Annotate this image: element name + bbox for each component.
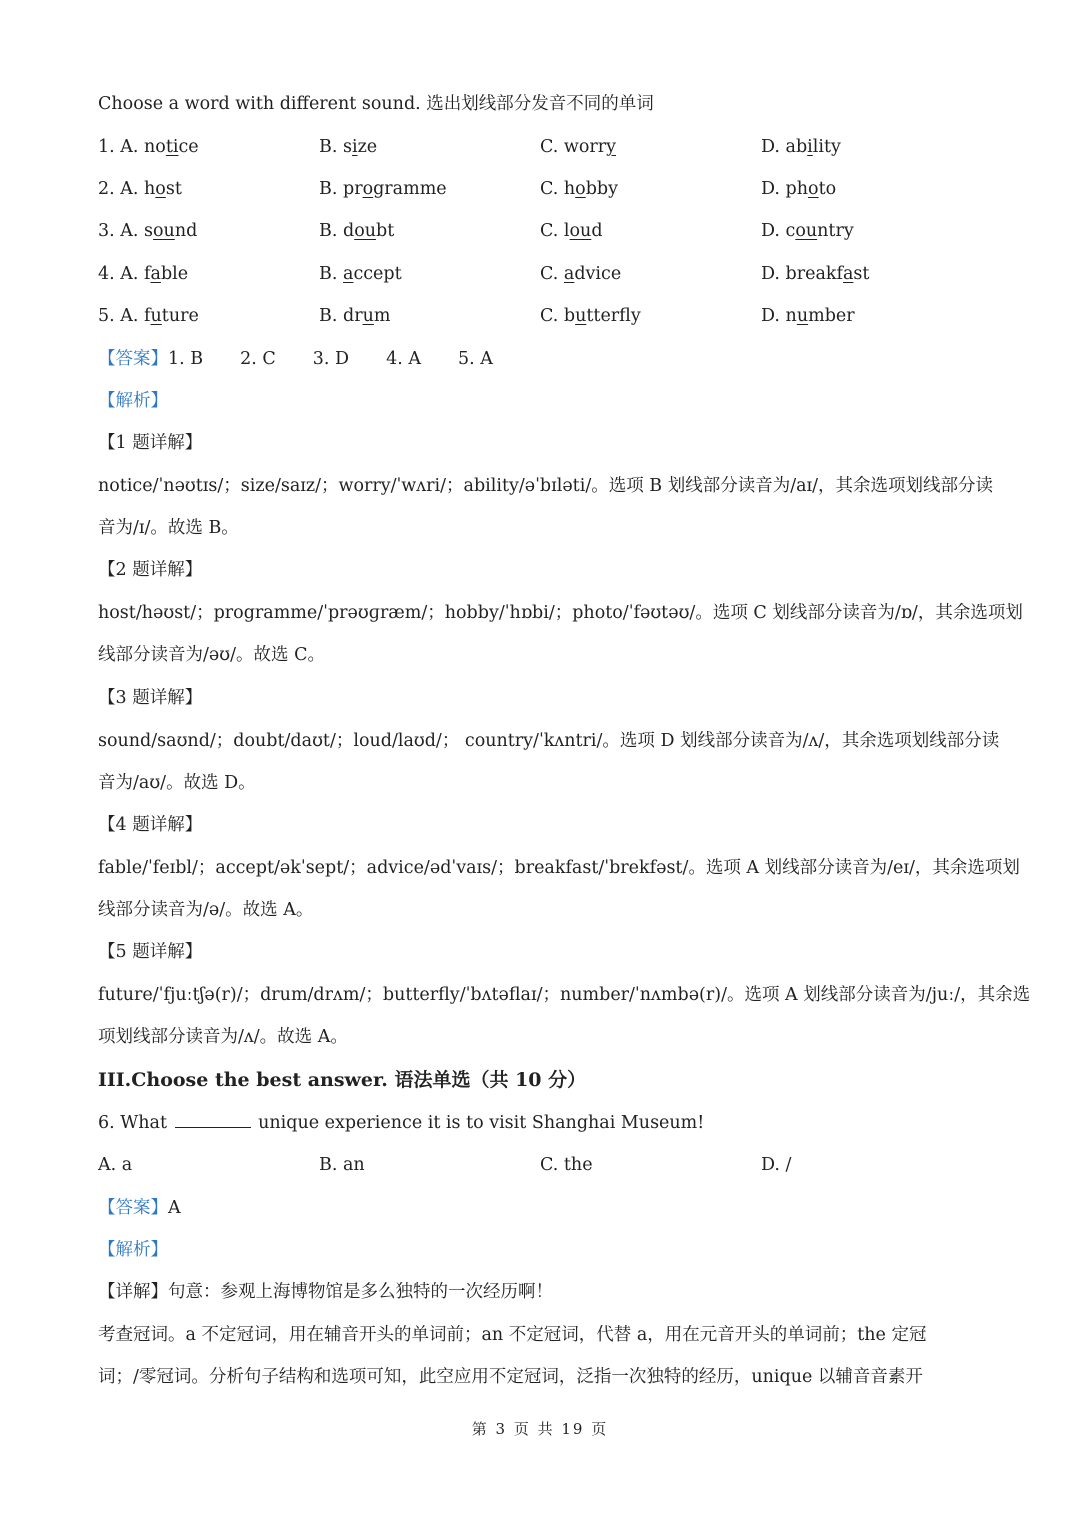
option-c: C. hobby [540, 179, 619, 199]
option-b: B. doubt [319, 221, 395, 241]
answer-label: 【答案】 [98, 1198, 168, 1218]
underlined-letters: i [351, 137, 358, 157]
answer-line [98, 1196, 181, 1220]
answer-item: 1. B [168, 349, 204, 369]
option-a: 1. A. notice [98, 137, 199, 157]
option-c: C. worry [540, 137, 617, 157]
option-d: D. country [761, 221, 854, 241]
stem-before: 6. What [98, 1113, 173, 1133]
detail-title: 【2 题详解】 [98, 560, 203, 580]
underlined-letters: u [575, 306, 587, 326]
section-heading: III.Choose the best answer. 语法单选（共 10 分） [98, 1069, 587, 1091]
detail-text: sound/saʊnd/；doubt/daʊt/；loud/laʊd/； country/ˈkʌntri/。选项 D 划线部分读音为/ʌ/，其余选项划线部分读 [98, 731, 1000, 751]
underlined-letters: o [808, 179, 819, 199]
detail-translation: 句意：参观上海博物馆是多么独特的一次经历啊！ [168, 1282, 553, 1302]
option-a: 2. A. host [98, 179, 182, 199]
detail-text: 音为/ɪ/。故选 B。 [98, 518, 239, 538]
question-row [98, 304, 998, 328]
answer-value: A [168, 1198, 181, 1218]
option-b: B. an [319, 1155, 365, 1175]
detail-text: fable/ˈfeɪbl/；accept/əkˈsept/；advice/ədˈvaɪs/；breakfast/ˈbrekfəst/。选项 A 划线部分读音为/eɪ/，其余选项划 [98, 858, 1020, 878]
underlined-letters: o [155, 179, 166, 199]
page-footer: 第 3 页 共 19 页 [471, 1420, 609, 1438]
detail-title: 【1 题详解】 [98, 433, 203, 453]
detail-text: 考查冠词。a 不定冠词，用在辅音开头的单词前；an 不定冠词，代替 a，用在元音开头的单词前；the 定冠 [98, 1325, 927, 1345]
detail-title: 【5 题详解】 [98, 942, 203, 962]
option-b: B. programme [319, 179, 447, 199]
underlined-letters: o [362, 179, 374, 199]
option-b: B. accept [319, 264, 402, 284]
question-row [98, 177, 998, 201]
detail-text: future/ˈfjuːtʃə(r)/；drum/drʌm/；butterfly/ˈbʌtəflaɪ/；number/ˈnʌmbə(r)/。选项 A 划线部分读音为/juː/，其余选 [98, 985, 1031, 1005]
option-a: 4. A. fable [98, 264, 189, 284]
option-b: B. drum [319, 306, 391, 326]
question-stem [98, 1111, 704, 1135]
question-row [98, 135, 998, 159]
detail-title: 【4 题详解】 [98, 815, 203, 835]
detail-label: 【详解】 [98, 1282, 168, 1302]
underlined-letters: a [150, 264, 161, 284]
answer-item: 4. A [386, 349, 421, 369]
answer-item: 3. D [312, 349, 350, 369]
analysis-label: 【解析】 [98, 1240, 168, 1260]
underlined-letters: u [796, 306, 809, 326]
answer-blank [175, 1111, 251, 1128]
answer-item: 2. C [240, 349, 276, 369]
underlined-letters: u [150, 306, 162, 326]
option-d: D. ability [761, 137, 841, 157]
option-a: A. a [98, 1155, 133, 1175]
option-a: 5. A. future [98, 306, 199, 326]
underlined-letters: y [606, 137, 617, 157]
underlined-letters: o [575, 179, 586, 199]
detail-text: host/həʊst/；programme/ˈprəʊɡræm/；hobby/ˈhɒbi/；photo/ˈfəʊtəʊ/。选项 C 划线部分读音为/ɒ/，其余选项划 [98, 603, 1023, 623]
option-row [98, 1153, 998, 1177]
underlined-letters: ou [795, 221, 818, 241]
option-c: C. butterfly [540, 306, 641, 326]
underlined-letters: a [563, 264, 575, 284]
option-b: B. size [319, 137, 378, 157]
answer-item: 5. A [457, 349, 493, 369]
option-d: D. photo [761, 179, 837, 199]
analysis-label: 【解析】 [98, 391, 168, 411]
underlined-letters: ou [354, 221, 377, 241]
option-d: D. / [761, 1155, 792, 1175]
underlined-letters: a [343, 264, 354, 284]
detail-text: 词；/零冠词。分析句子结构和选项可知，此空应用不定冠词，泛指一次独特的经历，unique 以辅音音素开 [98, 1367, 923, 1387]
underlined-letters: u [362, 306, 374, 326]
underlined-letters: ou [569, 221, 592, 241]
detail-text: 线部分读音为/əʊ/。故选 C。 [98, 645, 325, 665]
detail-text: 项划线部分读音为/ʌ/。故选 A。 [98, 1027, 348, 1047]
option-c: C. advice [540, 264, 622, 284]
option-d: D. number [761, 306, 855, 326]
option-c: C. the [540, 1155, 593, 1175]
underlined-letters: ou [153, 221, 175, 241]
answer-label: 【答案】 [98, 349, 168, 369]
detail-text: notice/ˈnəʊtɪs/；size/saɪz/；worry/ˈwʌri/；ability/əˈbɪləti/。选项 B 划线部分读音为/aɪ/，其余选项划线部分读 [98, 476, 994, 496]
underlined-letters: i [807, 137, 813, 157]
detail-text: 音为/aʊ/。故选 D。 [98, 773, 256, 793]
answer-line [98, 347, 530, 371]
question-row [98, 219, 998, 243]
detail-first-line [98, 1280, 553, 1304]
detail-text: 线部分读音为/ə/。故选 A。 [98, 900, 314, 920]
option-d: D. breakfast [761, 264, 870, 284]
option-a: 3. A. sound [98, 221, 198, 241]
stem-after: unique experience it is to visit Shanghai Museum! [252, 1113, 705, 1133]
question-row [98, 262, 998, 286]
option-c: C. loud [540, 221, 603, 241]
underlined-letters: a [842, 264, 854, 284]
underlined-letters: ti [165, 137, 179, 157]
section-instruction: Choose a word with different sound. 选出划线部分发音不同的单词 [98, 94, 654, 114]
detail-title: 【3 题详解】 [98, 688, 203, 708]
